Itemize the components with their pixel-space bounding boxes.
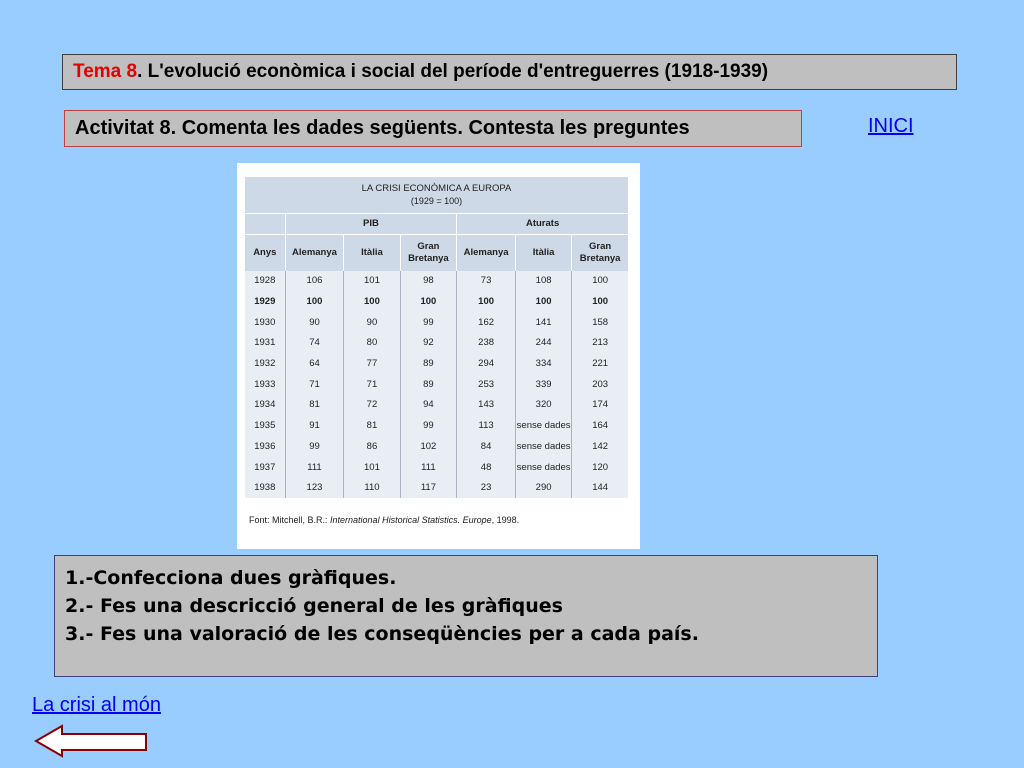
value-cell: 91 [285, 415, 344, 436]
source-title: International Historical Statistics. Europe [330, 515, 492, 525]
value-cell: 113 [457, 415, 516, 436]
value-cell: 110 [344, 477, 400, 498]
value-cell: 111 [400, 457, 457, 478]
value-cell: 102 [400, 436, 457, 457]
table-row [245, 291, 628, 312]
table-source [249, 515, 519, 525]
value-cell: sense dades [515, 415, 571, 436]
year-cell: 1931 [254, 337, 276, 349]
table-title-cell [245, 177, 628, 213]
value-cell: 123 [285, 477, 344, 498]
year-cell: 1934 [254, 399, 276, 411]
table-row [245, 333, 628, 354]
year-cell: 1929 [254, 296, 276, 308]
value-cell: 74 [285, 333, 344, 354]
col-header-years: Anys [245, 234, 285, 271]
value-cell: 100 [515, 291, 571, 312]
value-cell: 86 [344, 436, 400, 457]
inici-link[interactable]: INICI [868, 115, 914, 137]
value-cell: 221 [572, 353, 628, 374]
table-subtitle: (1929 = 100) [410, 195, 463, 206]
question-item: 3.- Fes una valoració de les conseqüències per a cada país. [65, 623, 699, 645]
value-cell: 100 [572, 271, 628, 292]
year-cell: 1932 [254, 358, 276, 370]
value-cell: 71 [344, 374, 400, 395]
value-cell: 111 [285, 457, 344, 478]
value-cell: 320 [515, 395, 571, 416]
value-cell: 203 [572, 374, 628, 395]
value-cell: 92 [400, 333, 457, 354]
value-cell: 99 [400, 415, 457, 436]
value-cell: 334 [515, 353, 571, 374]
value-cell: sense dades [515, 436, 571, 457]
table-row [245, 436, 628, 457]
year-cell: 1928 [254, 275, 276, 287]
value-cell: 100 [572, 291, 628, 312]
value-cell: 141 [515, 312, 571, 333]
value-cell: 100 [400, 291, 457, 312]
col-header-country: Itàlia [344, 234, 400, 271]
value-cell: 71 [285, 374, 344, 395]
value-cell: 84 [457, 436, 516, 457]
value-cell: 164 [572, 415, 628, 436]
questions-box [54, 555, 878, 677]
table-row [245, 312, 628, 333]
value-cell: 90 [285, 312, 344, 333]
table-title: LA CRISI ECONÒMICA A EUROPA [361, 182, 512, 194]
year-cell: 1935 [254, 420, 276, 432]
year-cell: 1933 [254, 378, 276, 390]
col-header-country: Alemanya [457, 234, 516, 271]
value-cell: 238 [457, 333, 516, 354]
value-cell: 117 [400, 477, 457, 498]
value-cell: sense dades [515, 457, 571, 478]
table-row [245, 457, 628, 478]
col-header-country: Gran Bretanya [400, 234, 457, 271]
col-header-country: Itàlia [515, 234, 571, 271]
value-cell: 143 [457, 395, 516, 416]
back-arrow-icon[interactable] [34, 724, 150, 758]
value-cell: 294 [457, 353, 516, 374]
year-cell: 1930 [254, 316, 276, 328]
group-aturats: Aturats [457, 213, 628, 234]
value-cell: 100 [344, 291, 400, 312]
value-cell: 98 [400, 271, 457, 292]
crisi-al-mon-link[interactable]: La crisi al món [32, 694, 161, 716]
value-cell: 99 [285, 436, 344, 457]
group-pib: PIB [285, 213, 457, 234]
question-item: 2.- Fes una descricció general de les gràfiques [65, 595, 563, 617]
table-row [245, 415, 628, 436]
value-cell: 290 [515, 477, 571, 498]
source-prefix: Font: Mitchell, B.R.: [249, 515, 331, 525]
year-cell: 1938 [254, 482, 276, 494]
value-cell: 100 [457, 291, 516, 312]
col-header-country: Gran Bretanya [572, 234, 628, 271]
question-item: 1.-Confecciona dues gràfiques. [65, 567, 397, 589]
year-cell: 1937 [254, 461, 276, 473]
value-cell: 106 [285, 271, 344, 292]
table-row [245, 353, 628, 374]
table-row [245, 395, 628, 416]
value-cell: 244 [515, 333, 571, 354]
value-cell: 48 [457, 457, 516, 478]
value-cell: 94 [400, 395, 457, 416]
table-row [245, 374, 628, 395]
crisis-table [245, 177, 628, 498]
value-cell: 73 [457, 271, 516, 292]
value-cell: 144 [572, 477, 628, 498]
activity-title: Activitat 8. Comenta les dades següents. Contesta les preguntes [64, 110, 802, 147]
value-cell: 101 [344, 271, 400, 292]
value-cell: 99 [400, 312, 457, 333]
value-cell: 253 [457, 374, 516, 395]
value-cell: 158 [572, 312, 628, 333]
table-row [245, 477, 628, 498]
table-row [245, 271, 628, 292]
topic-number: Tema 8 [73, 61, 138, 82]
year-cell: 1936 [254, 440, 276, 452]
value-cell: 80 [344, 333, 400, 354]
value-cell: 81 [285, 395, 344, 416]
value-cell: 101 [344, 457, 400, 478]
group-spacer [245, 213, 285, 234]
value-cell: 89 [400, 353, 457, 374]
value-cell: 77 [344, 353, 400, 374]
value-cell: 89 [400, 374, 457, 395]
value-cell: 213 [572, 333, 628, 354]
value-cell: 64 [285, 353, 344, 374]
value-cell: 81 [344, 415, 400, 436]
value-cell: 162 [457, 312, 516, 333]
value-cell: 23 [457, 477, 516, 498]
source-suffix: , 1998. [491, 515, 520, 525]
col-header-country: Alemanya [285, 234, 344, 271]
data-table-image [237, 163, 640, 549]
table-body [245, 271, 628, 499]
value-cell: 339 [515, 374, 571, 395]
value-cell: 100 [285, 291, 344, 312]
value-cell: 174 [572, 395, 628, 416]
value-cell: 142 [572, 436, 628, 457]
value-cell: 90 [344, 312, 400, 333]
value-cell: 120 [572, 457, 628, 478]
value-cell: 72 [344, 395, 400, 416]
value-cell: 108 [515, 271, 571, 292]
topic-title [62, 54, 957, 90]
topic-title-text: . L'evolució econòmica i social del període d'entreguerres (1918-1939) [137, 61, 769, 82]
